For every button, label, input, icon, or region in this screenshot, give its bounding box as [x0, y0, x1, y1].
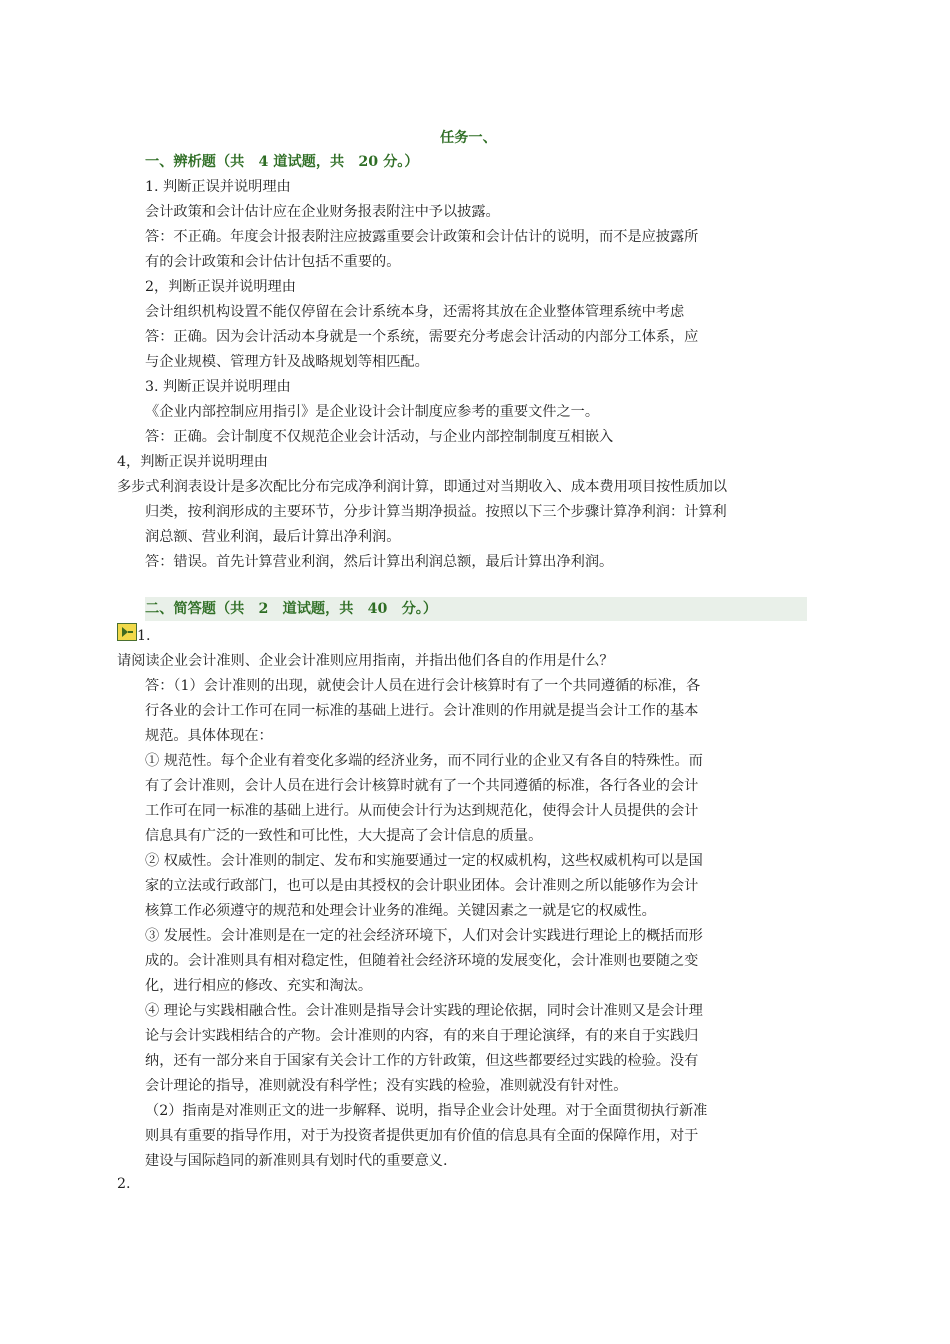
page-title: 任务一、 [440, 130, 497, 146]
text-line: 请阅读企业会计准则、企业会计准则应用指南，并指出他们各自的作用是什么？ [117, 653, 614, 669]
text-line: 4，判断正误并说明理由 [117, 454, 268, 470]
text-line: 与企业规模、管理方针及战略规划等相匹配。 [145, 354, 429, 370]
question-number: 2. [117, 1176, 131, 1192]
text-line: 规范。具体体现在： [145, 728, 273, 744]
text-line: 会计组织机构设置不能仅停留在会计系统本身，还需将其放在企业整体管理系统中考虑 [145, 304, 685, 320]
text-line: 则具有重要的指导作用，对于为投资者提供更加有价值的信息具有全面的保障作用，对于 [145, 1128, 699, 1144]
text-line: 会计理论的指导，准则就没有科学性；没有实践的检验，准则就没有针对性。 [145, 1078, 628, 1094]
text-line: 答：错误。首先计算营业利润，然后计算出利润总额，最后计算出净利润。 [145, 554, 614, 570]
text-line: 纳，还有一部分来自于国家有关会计工作的方针政策，但这些都要经过实践的检验。没有 [145, 1053, 699, 1069]
text-line: 工作可在同一标准的基础上进行。从而使会计行为达到规范化，使得会计人员提供的会计 [145, 803, 699, 819]
text-line: 核算工作必须遵守的规范和处理会计业务的准绳。关键因素之一就是它的权威性。 [145, 903, 656, 919]
section-heading-short-answer: 二、简答题（共 2 道试题，共 40 分。） [145, 601, 438, 617]
text-line: 3. 判断正误并说明理由 [145, 379, 291, 395]
text-line: 论与会计实践相结合的产物。会计准则的内容，有的来自于理论演绎，有的来自于实践归 [145, 1028, 699, 1044]
text-line: ② 权威性。会计准则的制定、发布和实施要通过一定的权威机构，这些权威机构可以是国 [145, 853, 703, 869]
text-line: 2，判断正误并说明理由 [145, 279, 296, 295]
text-line: 家的立法或行政部门，也可以是由其授权的会计职业团体。会计准则之所以能够作为会计 [145, 878, 699, 894]
text-line: 答：正确。因为会计活动本身就是一个系统，需要充分考虑会计活动的内部分工体系，应 [145, 329, 699, 345]
text-line: 答：正确。会计制度不仅规范企业会计活动，与企业内部控制制度互相嵌入 [145, 429, 614, 445]
text-line: ① 规范性。每个企业有着变化多端的经济业务，而不同行业的企业又有各自的特殊性。而 [145, 753, 703, 769]
text-line: 答：不正确。年度会计报表附注应披露重要会计政策和会计估计的说明，而不是应披露所 [145, 229, 699, 245]
text-line: 建设与国际趋同的新准则具有划时代的重要意义. [145, 1153, 448, 1169]
document-icon[interactable] [117, 623, 137, 641]
text-line: 有的会计政策和会计估计包括不重要的。 [145, 254, 401, 270]
text-line: 润总额、营业利润，最后计算出净利润。 [145, 529, 401, 545]
text-line: 答：（1）会计准则的出现，就使会计人员在进行会计核算时有了一个共同遵循的标准，各 [145, 678, 701, 694]
text-line: 归类，按利润形成的主要环节，分步计算当期净损益。按照以下三个步骤计算净利润：计算利 [145, 504, 727, 520]
section-heading-analysis: 一、辨析题（共 4 道试题，共 20 分。） [145, 154, 419, 170]
text-line: 《企业内部控制应用指引》是企业设计会计制度应参考的重要文件之一。 [145, 404, 600, 420]
text-line: 有了会计准则，会计人员在进行会计核算时就有了一个共同遵循的标准，各行各业的会计 [145, 778, 699, 794]
text-line: 信息具有广泛的一致性和可比性，大大提高了会计信息的质量。 [145, 828, 543, 844]
text-line: ④ 理论与实践相融合性。会计准则是指导会计实践的理论依据，同时会计准则又是会计理 [145, 1003, 703, 1019]
text-line: ③ 发展性。会计准则是在一定的社会经济环境下，人们对会计实践进行理论上的概括而形 [145, 928, 703, 944]
text-line: 1. 判断正误并说明理由 [145, 179, 291, 195]
text-line: 多步式利润表设计是多次配比分布完成净利润计算，即通过对当期收入、成本费用项目按性质加以 [117, 479, 728, 495]
text-line: （2）指南是对准则正文的进一步解释、说明，指导企业会计处理。对于全面贯彻执行新准 [145, 1103, 708, 1119]
question-number: 1. [137, 628, 151, 644]
text-line: 成的。会计准则具有相对稳定性，但随着社会经济环境的发展变化，会计准则也要随之变 [145, 953, 699, 969]
text-line: 行各业的会计工作可在同一标准的基础上进行。会计准则的作用就是提当会计工作的基本 [145, 703, 699, 719]
section-heading-bar [145, 597, 807, 621]
text-line: 会计政策和会计估计应在企业财务报表附注中予以披露。 [145, 204, 500, 220]
text-line: 化，进行相应的修改、充实和淘汰。 [145, 978, 373, 994]
